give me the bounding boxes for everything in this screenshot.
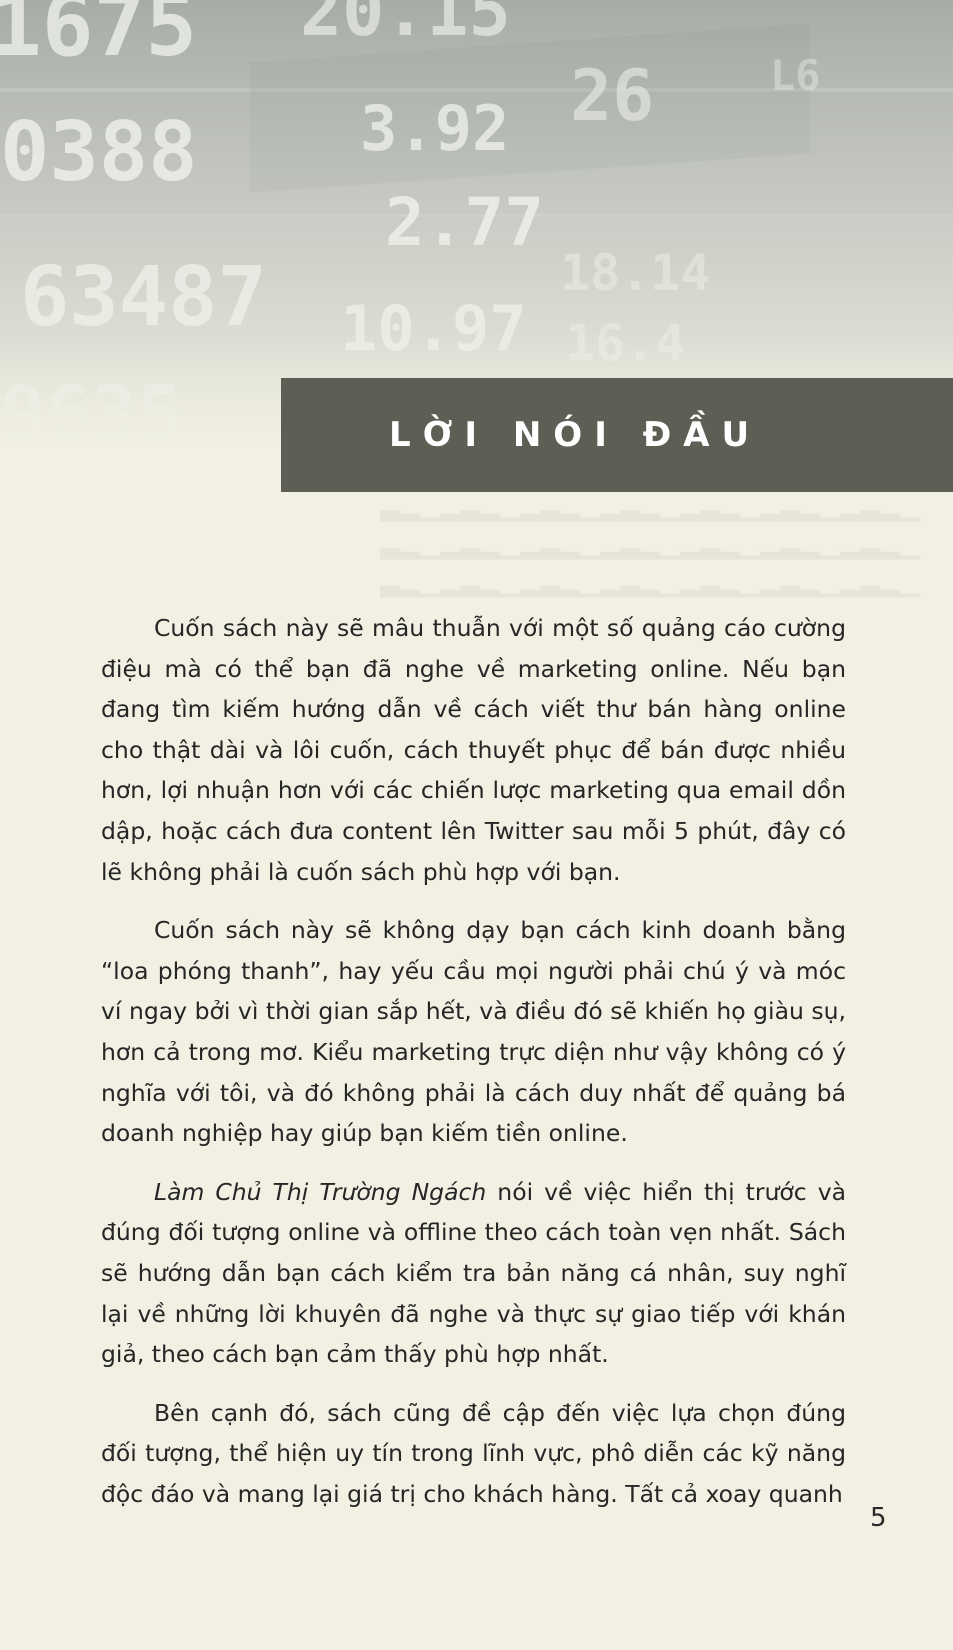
- page-number: 5: [870, 1503, 887, 1533]
- paragraph: [101, 1172, 846, 1375]
- book-title-italic: Làm Chủ Thị Trường Ngách: [154, 1177, 487, 1206]
- show-through-text: ▁▂▃▂▁▂▃▂▁▂▃▂▁▂▃▂▁▂▃▂▁▂▃▂▁▂▃: [380, 568, 920, 598]
- paragraph-text: nói về việc hiển thị trước và đúng đối tượng online và offline theo cách toàn vẹn nhất. Sách sẽ hướng dẫn bạn cách kiểm tra bản năng cá nhân, suy nghĩ lại về những lời khuyên đã nghe và thực sự giao tiếp với khán giả, theo cách bạn cảm thấy phù hợp nhất.: [101, 1177, 847, 1369]
- show-through-text: ▁▂▃▂▁▂▃▂▁▂▃▂▁▂▃▂▁▂▃▂▁▂▃▂▁▂▃: [380, 492, 920, 522]
- body-text: [101, 608, 846, 1532]
- paragraph: Cuốn sách này sẽ mâu thuẫn với một số quảng cáo cường điệu mà có thể bạn đã nghe về marketing online. Nếu bạn đang tìm kiếm hướng dẫn về cách viết thư bán hàng online cho thật dài và lôi cuốn, cách thuyết phục để bán được nhiều hơn, lợi nhuận hơn với các chiến lược marketing qua email dồn dập, hoặc cách đưa content lên Twitter sau mỗi 5 phút, đây có lẽ không phải là cuốn sách phù hợp với bạn.: [101, 614, 846, 886]
- paragraph: Cuốn sách này sẽ không dạy bạn cách kinh doanh bằng “loa phóng thanh”, hay yếu cầu mọi người phải chú ý và móc ví ngay bởi vì thời gian sắp hết, và điều đó sẽ khiến họ giàu sụ, hơn cả trong mơ. Kiểu marketing trực diện như vậy không có ý nghĩa với tôi, và đó không phải là cách duy nhất để quảng bá doanh nghiệp hay giúp bạn kiếm tiền online.: [101, 916, 846, 1148]
- paragraph: Bên cạnh đó, sách cũng đề cập đến việc lựa chọn đúng đối tượng, thể hiện uy tín trong lĩnh vực, phô diễn các kỹ năng độc đáo và mang lại giá trị cho khách hàng. Tất cả xoay quanh: [101, 1398, 846, 1508]
- chapter-title-banner: [281, 378, 953, 492]
- chapter-title: LỜI NÓI ĐẦU: [389, 415, 762, 455]
- show-through-text: ▁▂▃▂▁▂▃▂▁▂▃▂▁▂▃▂▁▂▃▂▁▂▃▂▁▂▃: [380, 530, 920, 560]
